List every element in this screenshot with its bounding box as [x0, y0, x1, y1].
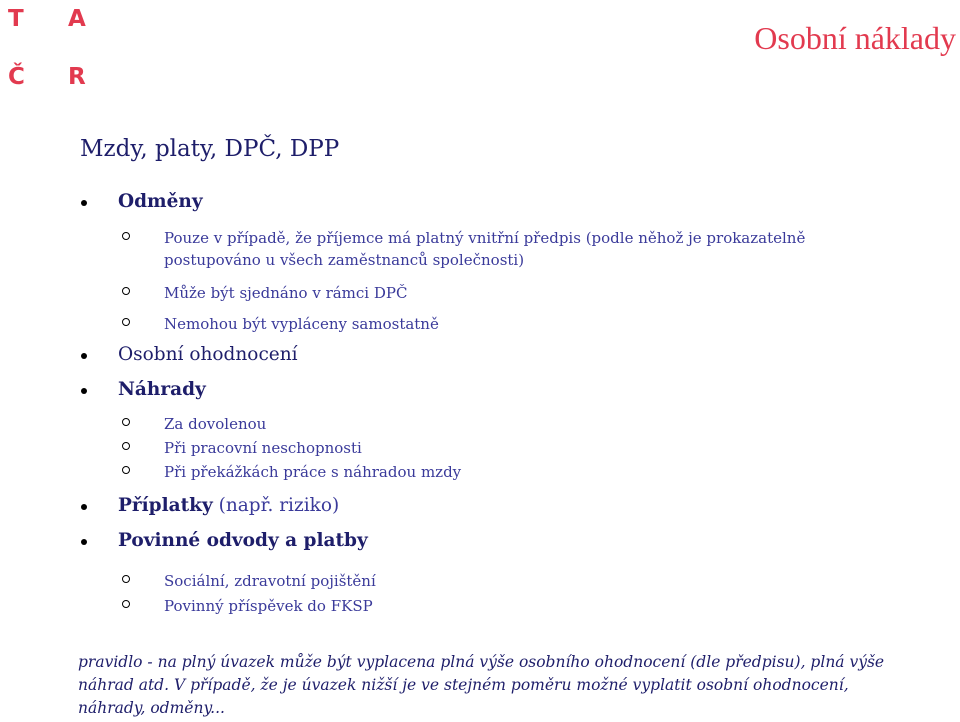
sub-item-nahrady-2 [164, 437, 362, 459]
sub-item-label: Při překážkách práce s náhradou mzdy [164, 463, 462, 481]
sub-item-label: Za dovolenou [164, 415, 267, 433]
sub-item-odvody-2 [164, 595, 373, 617]
list-item-odvody [118, 530, 368, 551]
slide-title: Osobní náklady [754, 20, 956, 56]
sub-item-label-continued: postupováno u všech zaměstnanců společnosti) [164, 251, 525, 269]
list-item-label: Osobní ohodnocení [118, 344, 298, 365]
sub-item-label: Nemohou být vypláceny samostatně [164, 315, 439, 333]
circle-bullet-icon [122, 575, 130, 583]
circle-bullet-icon [122, 318, 130, 326]
note-line: pravidlo - na plný úvazek může být vyplacena plná výše osobního ohodnocení (dle předpisu), plná výše [78, 653, 885, 671]
circle-bullet-icon [122, 600, 130, 608]
logo-letter-c: Č [8, 64, 25, 90]
circle-bullet-icon [122, 232, 130, 240]
bullet-icon [81, 200, 87, 206]
logo-letter-a: A [68, 6, 86, 32]
list-item-label: Náhrady [118, 379, 206, 400]
circle-bullet-icon [122, 418, 130, 426]
sub-item-odmeny-3 [164, 313, 439, 335]
circle-bullet-icon [122, 287, 130, 295]
bullet-icon [81, 504, 87, 510]
sub-item-odvody-1 [164, 570, 376, 592]
sub-item-label: Povinný příspěvek do FKSP [164, 597, 373, 615]
sub-item-label: Sociální, zdravotní pojištění [164, 572, 376, 590]
list-item-label: Odměny [118, 191, 203, 212]
sub-item-label: Může být sjednáno v rámci DPČ [164, 284, 408, 302]
list-item-suffix: (např. riziko) [212, 495, 340, 516]
list-item-label: Povinné odvody a platby [118, 530, 368, 551]
bullet-icon [81, 388, 87, 394]
tacr-logo [6, 8, 96, 90]
sub-item-label: Pouze v případě, že příjemce má platný vnitřní předpis (podle něhož je prokazatelně [164, 229, 806, 247]
sub-item-nahrady-1 [164, 413, 266, 435]
circle-bullet-icon [122, 466, 130, 474]
logo-letter-r: R [68, 64, 86, 90]
sub-item-odmeny-1 [164, 227, 805, 271]
sub-item-nahrady-3 [164, 461, 461, 483]
note-line: náhrad atd. V případě, že je úvazek nižší je ve stejném poměru možné vyplatit osobní ohodnocení, [78, 676, 849, 694]
rule-note [78, 651, 948, 720]
bullet-icon [81, 539, 87, 545]
section-heading: Mzdy, platy, DPČ, DPP [80, 136, 340, 162]
sub-item-label: Při pracovní neschopnosti [164, 439, 362, 457]
sub-item-odmeny-2 [164, 282, 407, 304]
circle-bullet-icon [122, 442, 130, 450]
note-line: náhrady, odměny... [78, 699, 225, 717]
list-item-odmeny [118, 191, 203, 212]
list-item-nahrady [118, 379, 206, 400]
list-item-label: Příplatky [118, 495, 213, 516]
bullet-icon [81, 353, 87, 359]
logo-letter-t: T [8, 6, 24, 32]
list-item-hodnoceni [118, 344, 298, 365]
list-item-priplatky [118, 495, 339, 516]
